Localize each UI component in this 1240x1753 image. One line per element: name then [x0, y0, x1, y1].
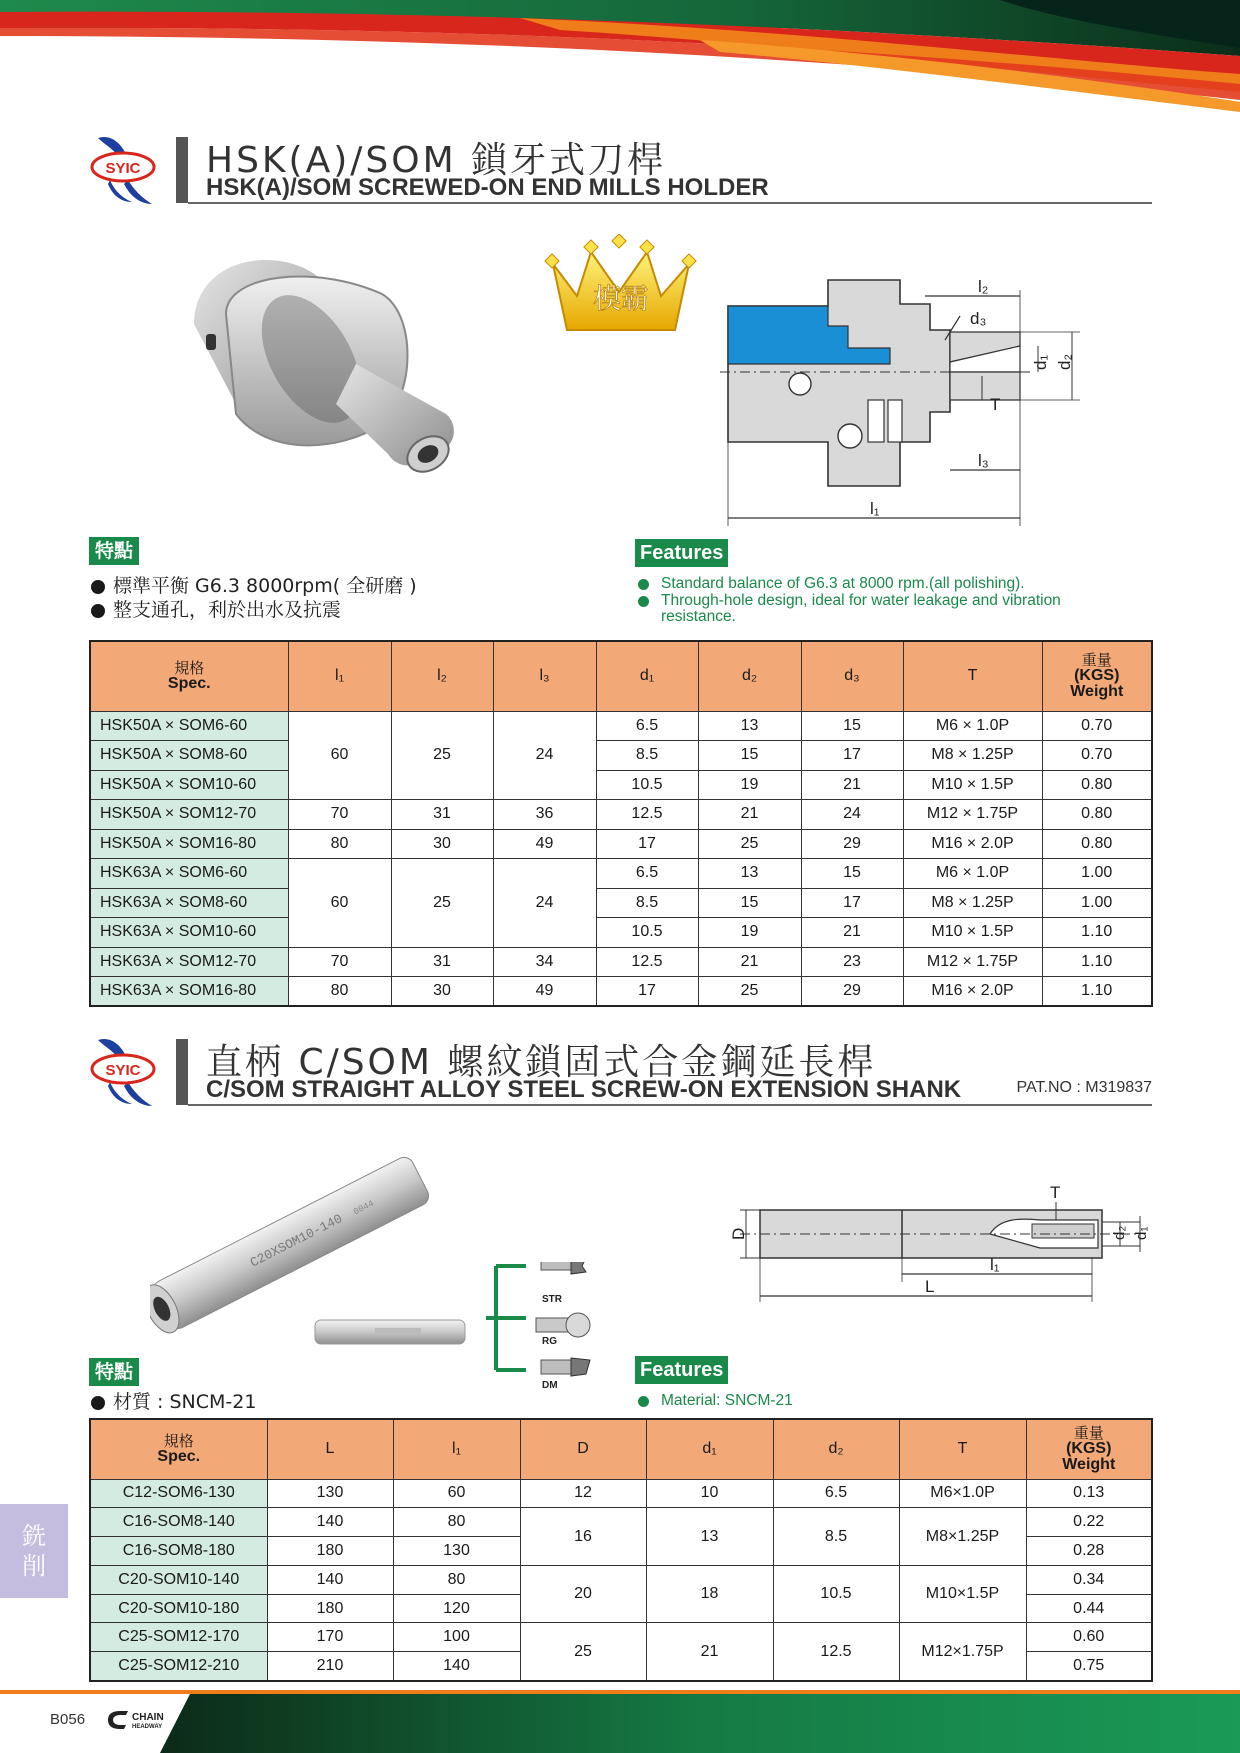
badge-text: 模霸 [592, 282, 650, 315]
header-label: Weight [1062, 1456, 1116, 1474]
table-cell: 60 [393, 1479, 520, 1508]
table-cell: 0.60 [1026, 1623, 1152, 1652]
col-header-d1: d₁ [646, 1419, 773, 1479]
header-label: 重量 [1073, 1424, 1104, 1443]
dim-D: D [729, 1227, 748, 1240]
table-cell: M10×1.5P [899, 1565, 1026, 1623]
table-cell: 0.44 [1026, 1594, 1152, 1623]
side-tab-char: 銑 [22, 1522, 46, 1550]
table-cell: 1.10 [1042, 947, 1152, 977]
table-cell: M6 × 1.0P [903, 711, 1042, 741]
table-cell: 1.10 [1042, 918, 1152, 948]
col-header-L: L [267, 1419, 393, 1479]
table-cell: 17 [596, 829, 698, 859]
spec-cell: C12-SOM6-130 [90, 1479, 267, 1508]
table-cell: 210 [267, 1652, 393, 1681]
table-cell: 17 [596, 977, 698, 1007]
table-row [90, 711, 1152, 741]
spec-cell: HSK50A × SOM12-70 [90, 800, 288, 830]
hsk-cad-diagram [720, 276, 1090, 528]
table-cell: 6.5 [596, 859, 698, 889]
table-cell: 0.28 [1026, 1537, 1152, 1566]
patent-number: PAT.NO : M319837 [1016, 1079, 1152, 1096]
table-cell: 100 [393, 1623, 520, 1652]
table-cell: 16 [520, 1508, 646, 1566]
dim-l1: l₁ [990, 1255, 1000, 1274]
col-header-l3: l₃ [493, 641, 596, 711]
col-header-weight [1026, 1419, 1152, 1479]
table-cell: 49 [493, 829, 596, 859]
table-cell: 10.5 [773, 1565, 899, 1623]
table-cell: 12.5 [596, 947, 698, 977]
table-cell: 60 [288, 859, 391, 948]
table-cell: 25 [391, 859, 493, 948]
table-cell: 25 [698, 977, 801, 1007]
table-cell: 140 [267, 1565, 393, 1594]
crown-badge [543, 234, 701, 336]
table-cell: 15 [698, 888, 801, 918]
table-cell: M6 × 1.0P [903, 859, 1042, 889]
features-list-zh [89, 1390, 256, 1414]
table-cell: 80 [393, 1565, 520, 1594]
hsk-spec-table [89, 640, 1153, 1007]
table-cell: 130 [267, 1479, 393, 1508]
shank-spec-table [89, 1418, 1153, 1682]
table-cell: 140 [267, 1508, 393, 1537]
table-cell: 19 [698, 918, 801, 948]
table-cell: 130 [393, 1537, 520, 1566]
spec-cell: HSK50A × SOM8-60 [90, 741, 288, 771]
table-cell: 0.80 [1042, 829, 1152, 859]
feature-item: Material: SNCM-21 [635, 1393, 1035, 1410]
dim-l2: l₂ [978, 277, 989, 296]
table-cell: 1.00 [1042, 888, 1152, 918]
features-list-zh [89, 574, 417, 622]
col-header-weight [1042, 641, 1152, 711]
col-header-spec [90, 1419, 267, 1479]
spec-cell: HSK50A × SOM16-80 [90, 829, 288, 859]
dim-d2: d₂ [1055, 353, 1074, 370]
header-label: Spec. [157, 1448, 201, 1466]
header-label: (KGS) [1074, 667, 1120, 685]
col-header-T: T [899, 1419, 1026, 1479]
table-cell: 36 [493, 800, 596, 830]
section1-title-en: HSK(A)/SOM SCREWED-ON END MILLS HOLDER [206, 174, 769, 201]
table-cell: 8.5 [596, 741, 698, 771]
table-cell: 120 [393, 1594, 520, 1623]
features-list-en [635, 1393, 1035, 1410]
table-cell: 13 [646, 1508, 773, 1566]
dim-L: L [925, 1277, 935, 1296]
rg-head-icon [536, 1313, 590, 1337]
header-label: Spec. [167, 675, 211, 693]
table-cell: 6.5 [596, 711, 698, 741]
table-cell: M8 × 1.25P [903, 888, 1042, 918]
header-bar [176, 1039, 188, 1105]
table-cell: 15 [801, 859, 903, 889]
table-cell: 0.80 [1042, 800, 1152, 830]
spec-cell: HSK63A × SOM12-70 [90, 947, 288, 977]
table-cell: 80 [288, 829, 391, 859]
table-cell: 0.75 [1026, 1652, 1152, 1681]
features-list-en [635, 576, 1115, 626]
dim-l1: l₁ [870, 499, 880, 518]
syic-logo [88, 134, 162, 206]
table-row [90, 947, 1152, 977]
header-label: (KGS) [1066, 1440, 1112, 1458]
feature-item: Standard balance of G6.3 at 8000 rpm.(all polishing). [635, 576, 1115, 593]
section2-title-zh: 直柄 C/SOM 螺紋鎖固式合金鋼延長桿 [206, 1042, 877, 1083]
table-row [90, 888, 1152, 918]
table-cell: 21 [801, 770, 903, 800]
dim-l3: l₃ [978, 451, 989, 470]
section2-title-en: C/SOM STRAIGHT ALLOY STEEL SCREW-ON EXTENSION SHANK [206, 1076, 962, 1103]
table-cell: 170 [267, 1623, 393, 1652]
dim-T: T [1050, 1183, 1061, 1202]
section1-header [88, 134, 1152, 206]
table-cell: 30 [391, 829, 493, 859]
spec-cell: HSK50A × SOM6-60 [90, 711, 288, 741]
table-cell: 70 [288, 947, 391, 977]
table-row [90, 741, 1152, 771]
col-header-d3: d₃ [801, 641, 903, 711]
table-cell: 25 [520, 1623, 646, 1681]
footer-banner [0, 1690, 1240, 1753]
table-cell: 12.5 [773, 1623, 899, 1681]
table-row [90, 1508, 1152, 1537]
table-cell: 20 [520, 1565, 646, 1623]
table-cell: M12 × 1.75P [903, 947, 1042, 977]
table-row [90, 859, 1152, 889]
table-cell: 13 [698, 711, 801, 741]
dim-T: T [990, 395, 1001, 414]
extension-shank-photo [150, 1134, 480, 1350]
table-cell: 19 [698, 770, 801, 800]
table-cell: 10.5 [596, 770, 698, 800]
chain-headway-logo [106, 1709, 186, 1731]
table-cell: 34 [493, 947, 596, 977]
table-cell: M8 × 1.25P [903, 741, 1042, 771]
table-cell: 80 [393, 1508, 520, 1537]
table-cell: M12×1.75P [899, 1623, 1026, 1681]
feature-item: 標準平衡 G6.3 8000rpm( 全研磨 ) [89, 574, 417, 598]
header-underline [188, 202, 1152, 204]
table-cell: 180 [267, 1537, 393, 1566]
spec-cell: C16-SOM8-140 [90, 1508, 267, 1537]
table-cell: 21 [698, 800, 801, 830]
table-cell: 31 [391, 800, 493, 830]
header-underline [188, 1104, 1152, 1106]
spec-cell: C20-SOM10-180 [90, 1594, 267, 1623]
table-cell: M8×1.25P [899, 1508, 1026, 1566]
table-cell: 24 [801, 800, 903, 830]
table-cell: 10.5 [596, 918, 698, 948]
table-cell: 17 [801, 888, 903, 918]
table-cell: 1.00 [1042, 859, 1152, 889]
table-cell: 18 [646, 1565, 773, 1623]
table-row [90, 770, 1152, 800]
table-cell: 31 [391, 947, 493, 977]
spec-cell: C25-SOM12-210 [90, 1652, 267, 1681]
dim-d1: d₁ [1133, 1226, 1150, 1240]
header-label: 規格 [174, 659, 205, 678]
table-cell: 8.5 [773, 1508, 899, 1566]
table-cell: 10 [646, 1479, 773, 1508]
col-header-d2: d₂ [773, 1419, 899, 1479]
page-number: B056 [50, 1711, 86, 1728]
table-cell: M16 × 2.0P [903, 829, 1042, 859]
table-cell: 25 [391, 711, 493, 800]
table-cell: 140 [393, 1652, 520, 1681]
spec-cell: C25-SOM12-170 [90, 1623, 267, 1652]
syic-logo-text: SYIC [105, 160, 141, 177]
table-row [90, 1623, 1152, 1652]
col-header-d2: d₂ [698, 641, 801, 711]
col-header-T: T [903, 641, 1042, 711]
spec-cell: HSK63A × SOM10-60 [90, 918, 288, 948]
table-cell: 21 [698, 947, 801, 977]
table-cell: 15 [801, 711, 903, 741]
head-type-dm: DM [542, 1380, 558, 1390]
table-cell: 24 [493, 859, 596, 948]
shank-cad-diagram [720, 1178, 1150, 1304]
side-tab-char: 削 [22, 1552, 46, 1580]
spec-cell: HSK63A × SOM6-60 [90, 859, 288, 889]
table-cell: 70 [288, 800, 391, 830]
table-cell: 80 [288, 977, 391, 1007]
header-label: 重量 [1081, 651, 1112, 670]
table-cell: 0.80 [1042, 770, 1152, 800]
table-row [90, 829, 1152, 859]
shank-serial: 0044 [352, 1198, 376, 1218]
spec-cell: HSK63A × SOM8-60 [90, 888, 288, 918]
col-header-l1: l₁ [288, 641, 391, 711]
head-type-str: STR [542, 1294, 562, 1305]
table-cell: 49 [493, 977, 596, 1007]
head-types-diagram [486, 1262, 606, 1390]
table-cell: 0.34 [1026, 1565, 1152, 1594]
col-header-l1: l₁ [393, 1419, 520, 1479]
table-cell: 0.70 [1042, 711, 1152, 741]
table-cell: 29 [801, 829, 903, 859]
table-cell: 21 [646, 1623, 773, 1681]
table-cell: 29 [801, 977, 903, 1007]
table-row [90, 918, 1152, 948]
dim-d1: d₁ [1031, 354, 1050, 370]
table-cell: 15 [698, 741, 801, 771]
spec-cell: HSK50A × SOM10-60 [90, 770, 288, 800]
table-cell: 12.5 [596, 800, 698, 830]
table-cell: 21 [801, 918, 903, 948]
table-row [90, 1479, 1152, 1508]
table-cell: 6.5 [773, 1479, 899, 1508]
top-banner [0, 0, 1240, 115]
table-cell: M6×1.0P [899, 1479, 1026, 1508]
features-label-zh: 特點 [89, 537, 139, 565]
table-cell: M10 × 1.5P [903, 770, 1042, 800]
features-label-en: Features [635, 539, 728, 567]
table-cell: 24 [493, 711, 596, 800]
section2-header [88, 1036, 1152, 1108]
syic-logo-text: SYIC [105, 1062, 141, 1079]
section1-title-zh: HSK(A)/SOM 鎖牙式刀桿 [206, 140, 667, 181]
spec-cell: C20-SOM10-140 [90, 1565, 267, 1594]
shank-engraving: C20XSOM10-140 [247, 1211, 345, 1271]
table-row [90, 800, 1152, 830]
col-header-spec [90, 641, 288, 711]
header-label: Weight [1070, 683, 1124, 701]
col-header-d1: d₁ [596, 641, 698, 711]
table-cell: 180 [267, 1594, 393, 1623]
table-row [90, 977, 1152, 1007]
header-bar [176, 137, 188, 203]
spec-cell: C16-SOM8-180 [90, 1537, 267, 1566]
header-label: 規格 [163, 1432, 194, 1451]
table-cell: M12 × 1.75P [903, 800, 1042, 830]
feature-item: 整支通孔，利於出水及抗震 [89, 598, 417, 622]
feature-item: 材質 : SNCM-21 [89, 1390, 256, 1414]
table-cell: M16 × 2.0P [903, 977, 1042, 1007]
dim-d2: d₂ [1111, 1225, 1128, 1240]
hsk-holder-photo [186, 254, 476, 500]
brand-bottom: HEADWAY [132, 1724, 163, 1730]
table-cell: 30 [391, 977, 493, 1007]
table-cell: 0.13 [1026, 1479, 1152, 1508]
table-cell: 0.22 [1026, 1508, 1152, 1537]
table-cell: 0.70 [1042, 741, 1152, 771]
table-cell: 25 [698, 829, 801, 859]
str-head-icon [541, 1262, 586, 1274]
col-header-l2: l₂ [391, 641, 493, 711]
dim-d3: d₃ [970, 309, 987, 328]
features-label-en: Features [635, 1356, 728, 1384]
syic-logo [88, 1036, 162, 1108]
head-type-rg: RG [542, 1336, 557, 1347]
features-label-zh: 特點 [89, 1358, 139, 1386]
table-row [90, 1565, 1152, 1594]
dm-head-icon [541, 1358, 590, 1376]
table-cell: 8.5 [596, 888, 698, 918]
table-cell: M10 × 1.5P [903, 918, 1042, 948]
table-cell: 13 [698, 859, 801, 889]
table-cell: 17 [801, 741, 903, 771]
table-cell: 23 [801, 947, 903, 977]
table-cell: 12 [520, 1479, 646, 1508]
feature-item: Through-hole design, ideal for water leakage and vibration resistance. [635, 593, 1115, 626]
spec-cell: HSK63A × SOM16-80 [90, 977, 288, 1007]
brand-top: CHAIN [132, 1712, 164, 1723]
col-header-D: D [520, 1419, 646, 1479]
table-cell: 60 [288, 711, 391, 800]
milling-side-tab[interactable] [0, 1504, 68, 1598]
table-cell: 1.10 [1042, 977, 1152, 1007]
